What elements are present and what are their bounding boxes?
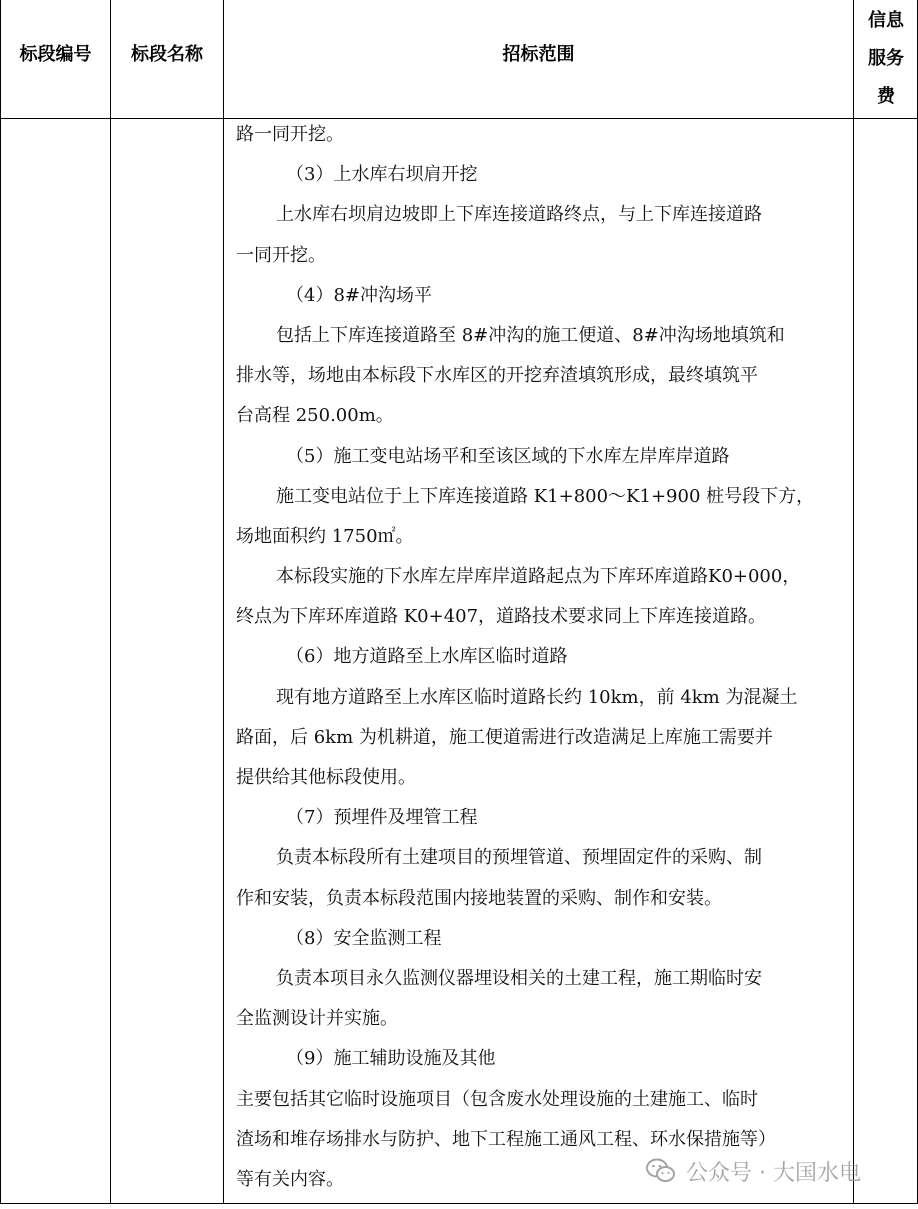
wechat-icon [646,1157,676,1185]
header-fee-line: 费 [877,86,895,107]
scope-text-line: 提供给其他标段使用。 [236,767,416,788]
scope-subheading: （3）上水库右坝肩开挖 [286,164,478,186]
column-divider-1 [110,0,111,1204]
scope-text-line: 包括上下库连接道路至 8#冲沟的施工便道、8#冲沟场地填筑和 [276,324,785,346]
scope-text-line: 等有关内容。 [236,1168,344,1190]
scope-text-line: 排水等，场地由本标段下水库区的开挖弃渣填筑形成，最终填筑平 [236,365,758,387]
header-section-number: 标段编号 [19,44,92,65]
scope-text-line: 施工变电站位于上下库连接道路 K1+800～K1+900 桩号段下方， [276,485,815,507]
scope-text-line: 全监测设计并实施。 [236,1008,398,1030]
header-section-name: 标段名称 [131,44,203,65]
watermark-text: 公众号 · 大国水电 [686,1160,861,1186]
header-info-service-fee [855,2,917,116]
scope-text-line: 负责本标段所有土建项目的预埋管道、预埋固定件的采购、制 [276,847,762,869]
header-fee-line: 信息 [868,10,904,31]
header-fee-line: 服务 [868,48,904,69]
scope-text-line: 路面，后 6km 为机耕道，施工便道需进行改造满足上库施工需要并 [236,726,773,748]
scope-text-line: 负责本项目永久监测仪器埋设相关的土建工程，施工期临时安 [276,967,762,989]
table-border-left [0,0,1,1204]
scope-text-line: 终点为下库环库道路 K0+407，道路技术要求同上下库连接道路。 [236,606,767,628]
scope-text-line: 一同开挖。 [236,244,326,266]
scope-subheading: （6）地方道路至上水库区临时道路 [286,646,568,668]
scope-text-line: 上水库右坝肩边坡即上下库连接道路终点，与上下库连接道路 [276,204,762,226]
column-divider-2 [223,0,224,1204]
bid-scope-cell [236,121,846,1206]
scope-text-line: 渣场和堆存场排水与防护、地下工程施工通风工程、环水保措施等） [236,1128,776,1150]
scope-text-line: 本标段实施的下水库左岸库岸道路起点为下库环库道路K0+000， [276,566,801,588]
scope-text-line: 路一同开挖。 [236,124,344,145]
scope-text-line: 场地面积约 1750㎡。 [236,525,414,547]
header-row-divider [0,118,918,119]
watermark [646,1154,861,1188]
scope-subheading: （8）安全监测工程 [286,927,442,949]
scope-text-line: 现有地方道路至上水库区临时道路长约 10km，前 4km 为混凝土 [276,686,798,708]
scope-text-line: 台高程 250.00m。 [236,405,394,427]
scope-text-line: 主要包括其它临时设施项目（包含废水处理设施的土建施工、临时 [236,1088,758,1110]
scope-text-line: 作和安装，负责本标段范围内接地装置的采购、制作和安装。 [236,887,722,909]
scope-subheading: （5）施工变电站场平和至该区域的下水库左岸库岸道路 [286,445,730,467]
scope-subheading: （9）施工辅助设施及其他 [286,1048,496,1070]
header-bid-scope: 招标范围 [502,44,575,65]
scope-subheading: （7）预埋件及埋管工程 [286,807,478,829]
column-divider-3 [853,0,854,1204]
scope-subheading: （4）8#冲沟场平 [286,284,432,306]
